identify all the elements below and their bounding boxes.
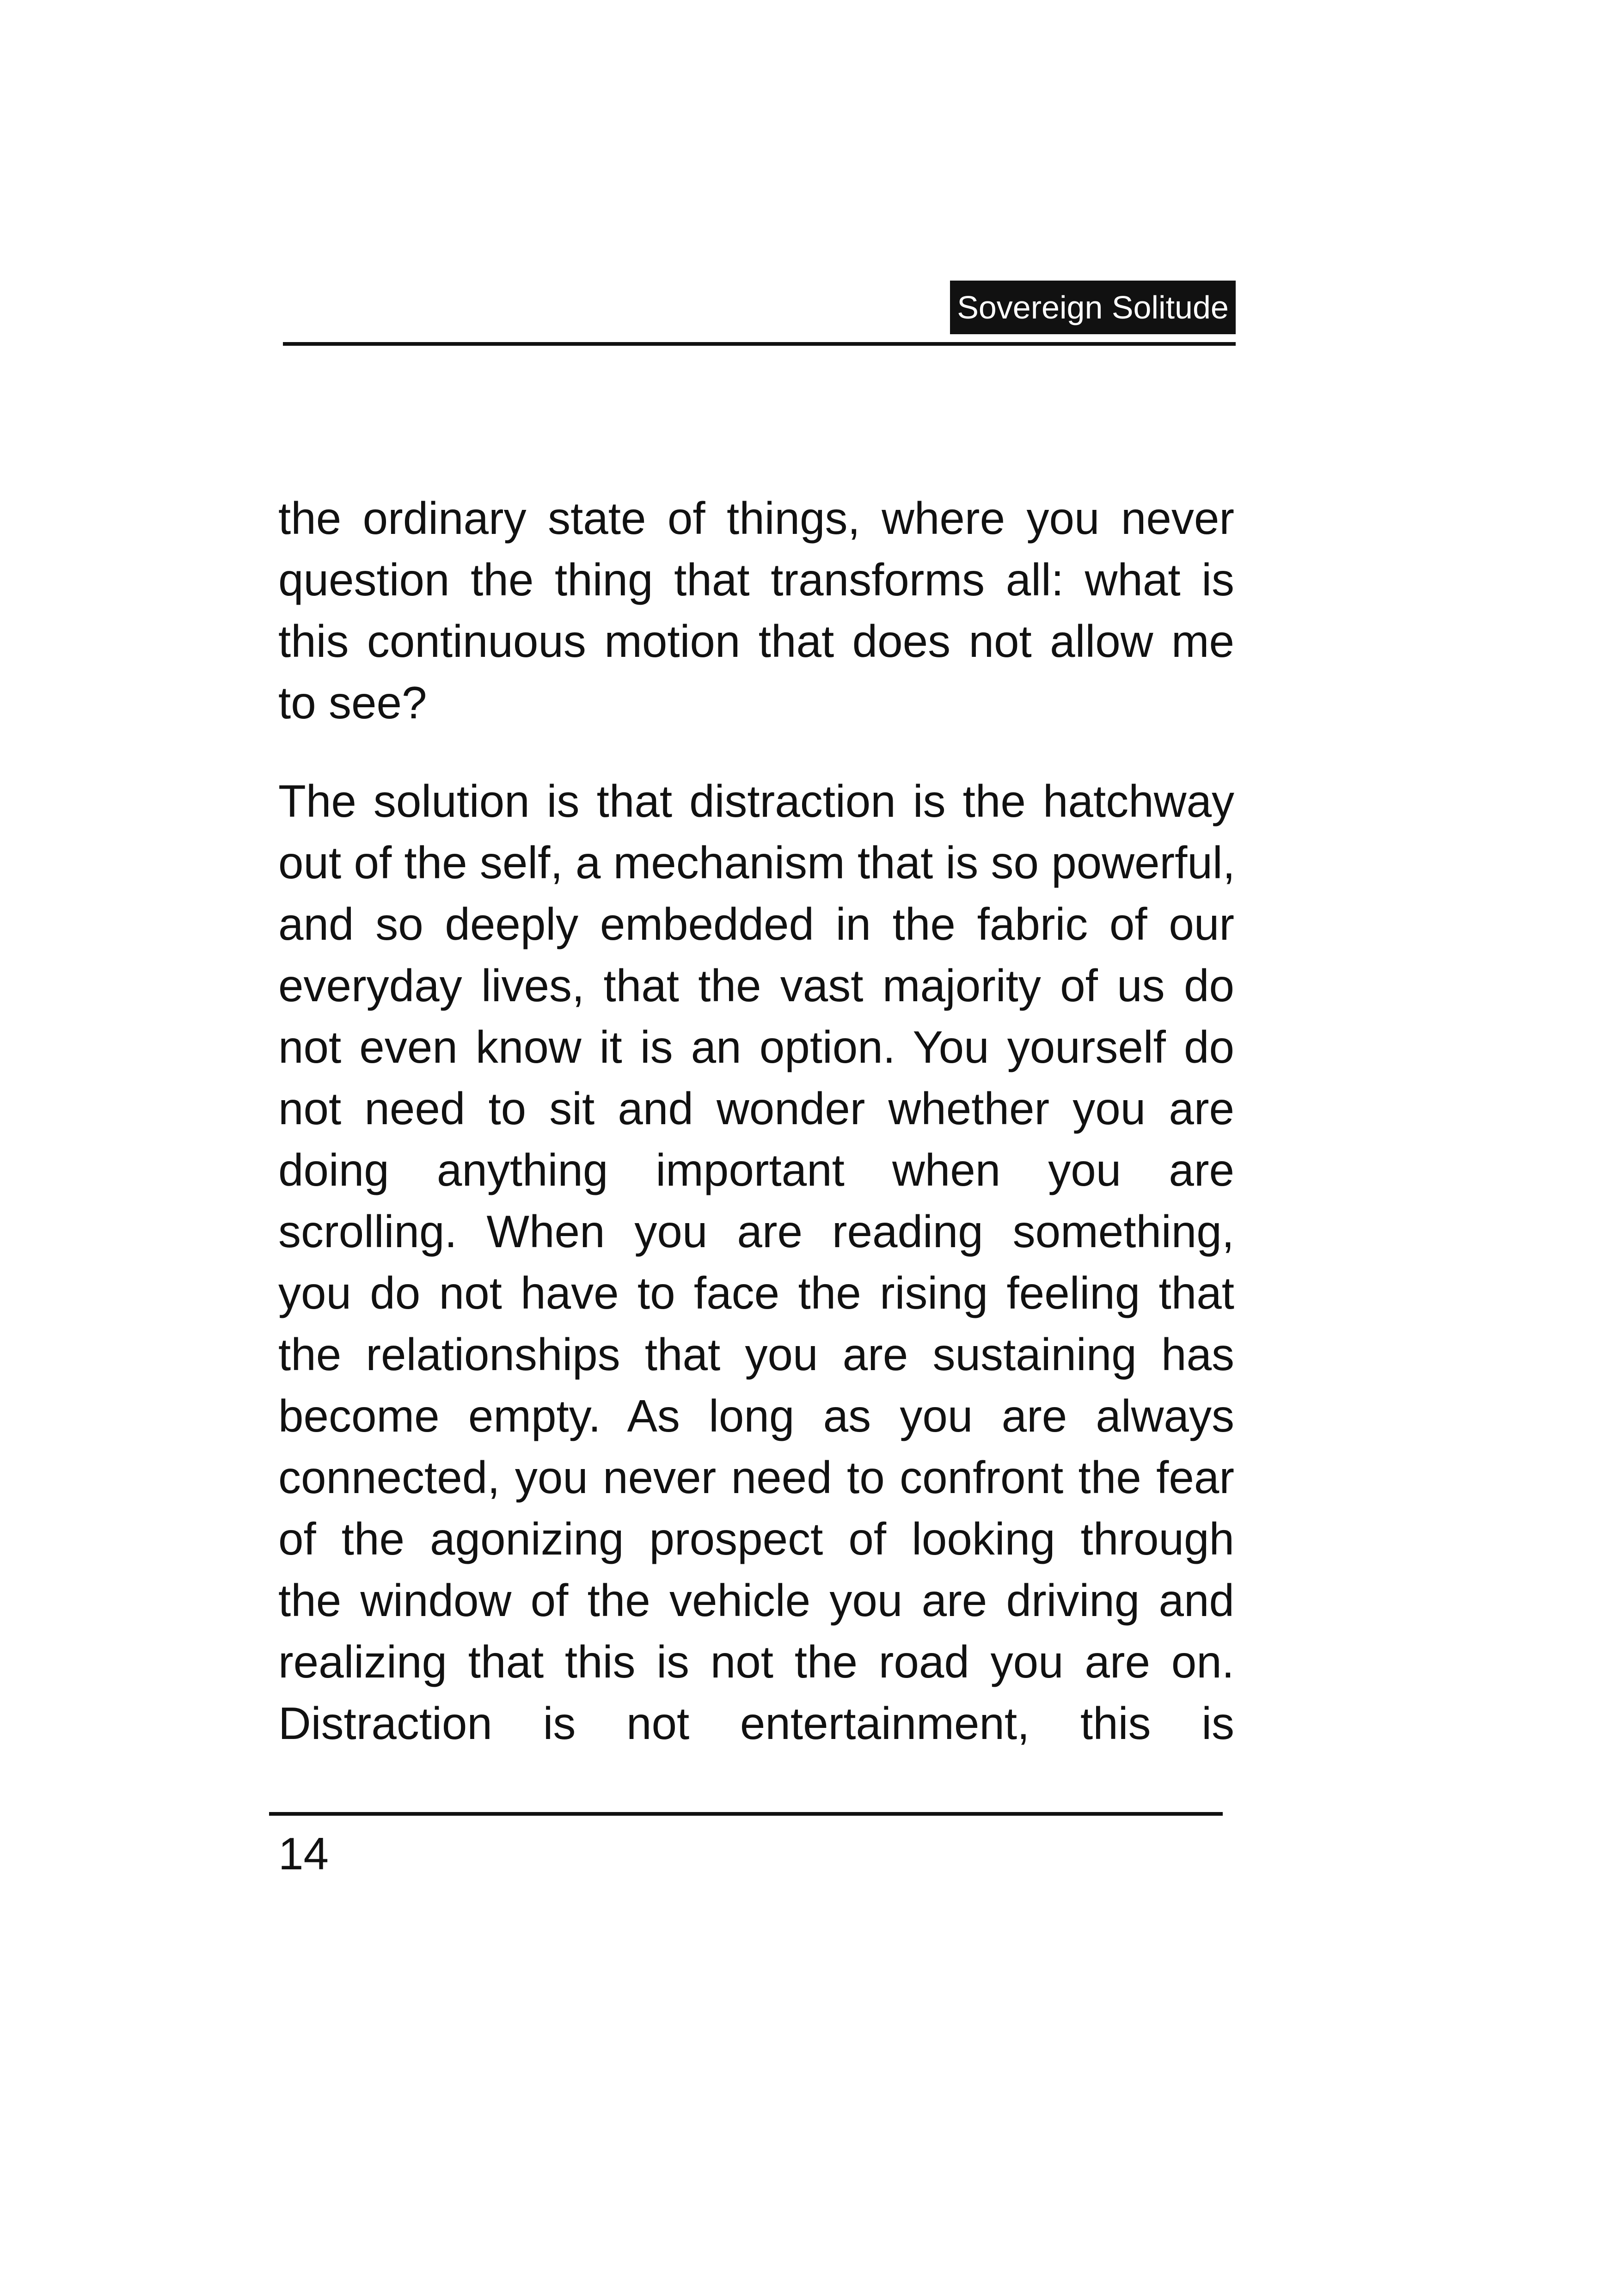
paragraph-2 [278, 771, 1234, 1754]
text-line: not even know it is an option. You yourself do [278, 1022, 1234, 1072]
text-line: realizing that this is not the road you are on. [278, 1636, 1234, 1687]
text-line: the window of the vehicle you are driving and [278, 1575, 1234, 1626]
text-line: doing anything important when you are [278, 1145, 1234, 1195]
text-line: and so deeply embedded in the fabric of our [278, 899, 1234, 949]
text-line: become empty. As long as you are always [278, 1390, 1234, 1441]
text-line: of the agonizing prospect of looking through [278, 1513, 1234, 1564]
text-line: everyday lives, that the vast majority of us do [278, 960, 1234, 1011]
text-line: out of the self, a mechanism that is so powerful, [278, 837, 1235, 888]
text-line: question the thing that transforms all: what is [278, 554, 1234, 605]
text-line: to see? [278, 677, 427, 728]
running-title: Sovereign Solitude [950, 281, 1236, 334]
text-line: the ordinary state of things, where you never [278, 493, 1234, 544]
text-line: you do not have to face the rising feeling that [278, 1267, 1234, 1318]
header-rule [283, 342, 1236, 346]
paragraph-spacing [278, 734, 1234, 771]
body-text [278, 488, 1234, 1754]
text-line: scrolling. When you are reading something, [278, 1206, 1234, 1257]
text-line: this continuous motion that does not allow me [278, 616, 1234, 667]
text-line: not need to sit and wonder whether you are [278, 1083, 1234, 1134]
paragraph-1 [278, 488, 1234, 734]
text-line: connected, you never need to confront the fear [278, 1452, 1234, 1503]
text-line: the relationships that you are sustaining has [278, 1329, 1234, 1380]
footer-rule [269, 1812, 1223, 1816]
page-number: 14 [278, 1828, 329, 1879]
text-line: Distraction is not entertainment, this is [278, 1698, 1234, 1749]
text-line: The solution is that distraction is the hatchway [278, 776, 1234, 827]
